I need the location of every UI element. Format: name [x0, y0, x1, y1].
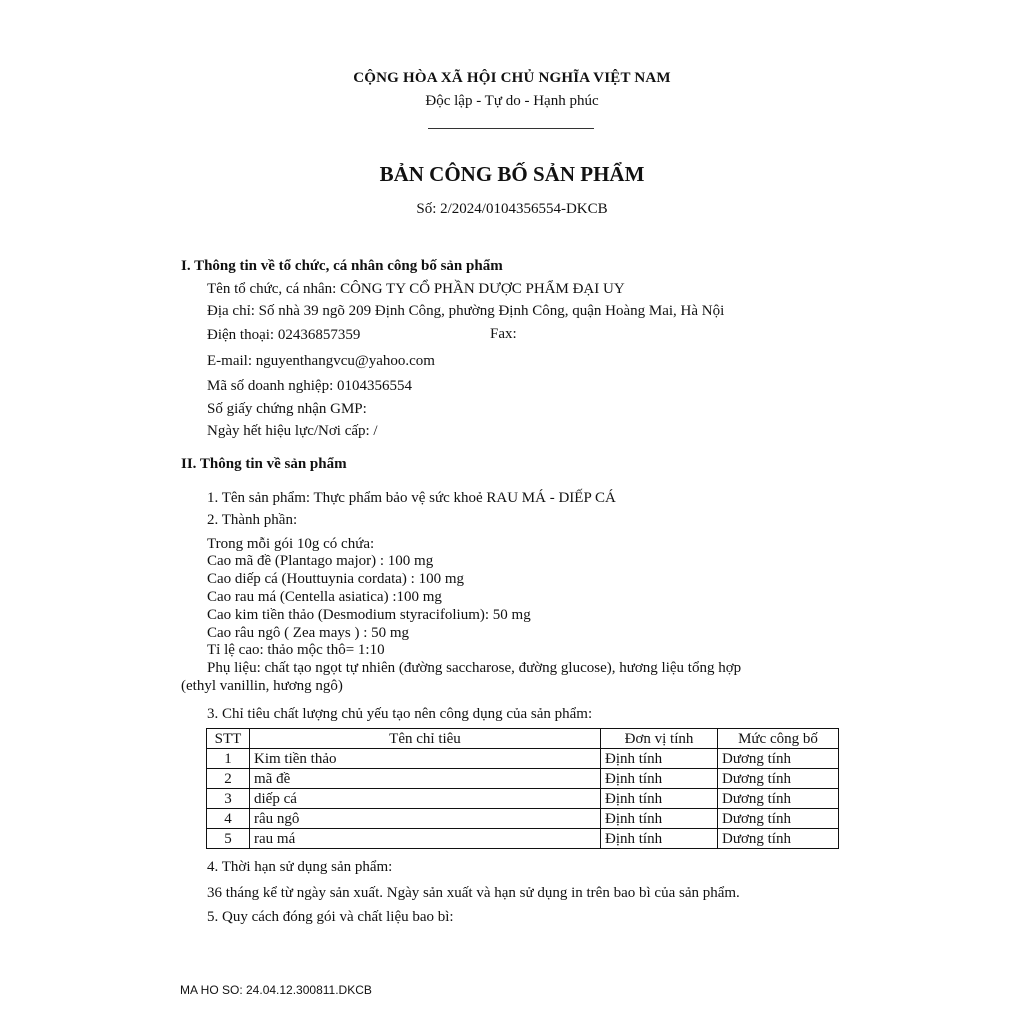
- document-title: BẢN CÔNG BỐ SẢN PHẨM: [379, 162, 645, 186]
- ingredient-line: Phụ liệu: chất tạo ngọt tự nhiên (đường saccharose, đường glucose), hương liệu tổng hợp: [207, 660, 742, 676]
- quality-heading: 3. Chỉ tiêu chất lượng chủ yếu tạo nên công dụng của sản phẩm:: [207, 706, 593, 722]
- cell-criterion: râu ngô: [250, 809, 601, 829]
- certificate-expiry: Ngày hết hiệu lực/Nơi cấp: /: [207, 423, 378, 439]
- ingredients-heading: 2. Thành phần:: [207, 512, 298, 528]
- header-declared-level: Mức công bố: [718, 729, 839, 749]
- ingredient-line: Tỉ lệ cao: thảo mộc thô= 1:10: [207, 642, 385, 658]
- ingredient-line: Trong mỗi gói 10g có chứa:: [207, 536, 375, 552]
- ingredient-line: Cao diếp cá (Houttuynia cordata) : 100 mg: [207, 571, 465, 587]
- ingredient-line: Cao mã đề (Plantago major) : 100 mg: [207, 553, 434, 569]
- ingredient-line: Cao râu ngô ( Zea mays ) : 50 mg: [207, 625, 410, 641]
- document-number: Số: 2/2024/0104356554-DKCB: [416, 201, 608, 217]
- shelf-life-heading: 4. Thời hạn sử dụng sản phẩm:: [207, 859, 393, 875]
- cell-unit: Định tính: [601, 809, 718, 829]
- ingredient-line: Cao rau má (Centella asiatica) :100 mg: [207, 589, 442, 605]
- quality-table: [206, 728, 839, 849]
- cell-criterion: rau má: [250, 829, 601, 849]
- national-motto: Độc lập - Tự do - Hạnh phúc: [425, 93, 599, 109]
- cell-unit: Định tính: [601, 749, 718, 769]
- packaging-heading: 5. Quy cách đóng gói và chất liệu bao bì:: [207, 909, 454, 925]
- nation-heading: CỘNG HÒA XÃ HỘI CHỦ NGHĨA VIỆT NAM: [353, 70, 671, 86]
- table-row: [207, 809, 839, 829]
- section1-heading: I. Thông tin về tổ chức, cá nhân công bố sản phẩm: [181, 258, 503, 274]
- cell-criterion: diếp cá: [250, 789, 601, 809]
- cell-level: Dương tính: [718, 809, 839, 829]
- cell-level: Dương tính: [718, 829, 839, 849]
- cell-stt: 1: [207, 749, 250, 769]
- cell-level: Dương tính: [718, 769, 839, 789]
- cell-stt: 3: [207, 789, 250, 809]
- org-address: Địa chỉ: Số nhà 39 ngõ 209 Định Công, phường Định Công, quận Hoàng Mai, Hà Nội: [207, 303, 725, 319]
- cell-level: Dương tính: [718, 749, 839, 769]
- table-header-row: [207, 729, 839, 749]
- header-stt: STT: [207, 729, 250, 749]
- dossier-code: MA HO SO: 24.04.12.300811.DKCB: [180, 983, 372, 997]
- section2-heading: II. Thông tin về sản phẩm: [181, 456, 347, 472]
- cell-unit: Định tính: [601, 769, 718, 789]
- org-phone: Điện thoại: 02436857359: [207, 327, 361, 343]
- org-fax: Fax:: [490, 326, 517, 342]
- cell-criterion: mã đề: [250, 769, 601, 789]
- cell-criterion: Kim tiền thảo: [250, 749, 601, 769]
- cell-unit: Định tính: [601, 829, 718, 849]
- table-row: [207, 829, 839, 849]
- shelf-life-text: 36 tháng kể từ ngày sản xuất. Ngày sản xuất và hạn sử dụng in trên bao bì của sản phẩm.: [207, 885, 740, 901]
- table-row: [207, 769, 839, 789]
- cell-stt: 2: [207, 769, 250, 789]
- gmp-certificate: Số giấy chứng nhận GMP:: [207, 401, 367, 417]
- header-unit: Đơn vị tính: [601, 729, 718, 749]
- motto-underline: [428, 128, 594, 129]
- cell-stt: 4: [207, 809, 250, 829]
- cell-stt: 5: [207, 829, 250, 849]
- org-email: E-mail: nguyenthangvcu@yahoo.com: [207, 353, 435, 369]
- product-name: 1. Tên sản phẩm: Thực phẩm bảo vệ sức khoẻ RAU MÁ - DIẾP CÁ: [207, 490, 616, 506]
- ingredient-line: Cao kim tiền thảo (Desmodium styracifolium): 50 mg: [207, 607, 531, 623]
- table-row: [207, 749, 839, 769]
- table-row: [207, 789, 839, 809]
- business-code: Mã số doanh nghiệp: 0104356554: [207, 378, 412, 394]
- header-criterion: Tên chỉ tiêu: [250, 729, 601, 749]
- cell-unit: Định tính: [601, 789, 718, 809]
- cell-level: Dương tính: [718, 789, 839, 809]
- ingredient-line: (ethyl vanillin, hương ngô): [181, 678, 343, 694]
- org-name: Tên tổ chức, cá nhân: CÔNG TY CỔ PHẦN DƯỢC PHẨM ĐẠI UY: [207, 281, 625, 297]
